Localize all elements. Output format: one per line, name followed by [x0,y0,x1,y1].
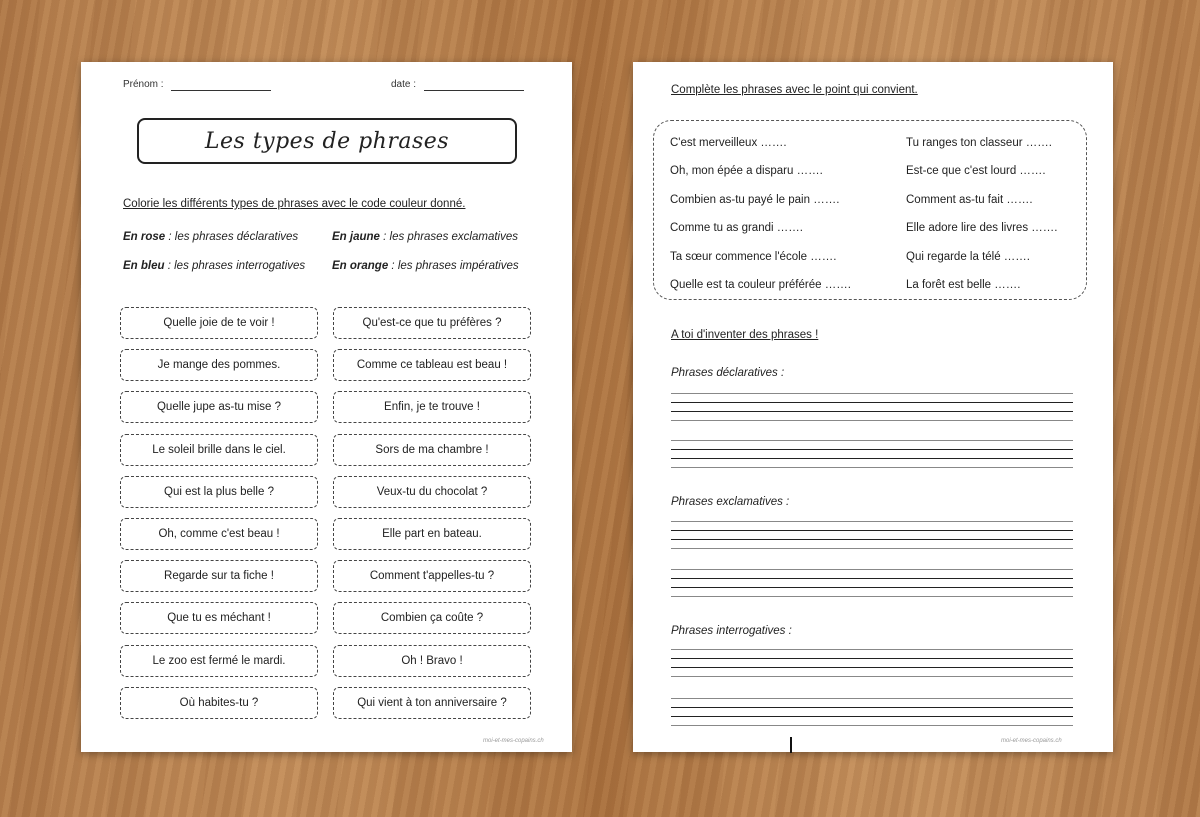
punctuation-sentence: La forêt est belle ……. [906,278,1021,291]
writing-lines[interactable] [671,440,1073,470]
page-title: Les types de phrases [204,128,450,154]
sentence-box[interactable]: Veux-tu du chocolat ? [333,476,531,508]
invent-title: A toi d'inventer des phrases ! [671,329,819,341]
punctuation-column-right [906,133,1057,303]
punctuation-sentence: Quelle est ta couleur préférée ……. [670,278,851,291]
sentence-box[interactable]: Comment t'appelles-tu ? [333,560,531,592]
sentence-box[interactable]: Où habites-tu ? [120,687,318,719]
color-code-key: En bleu [123,260,165,272]
date-label: date : [391,79,417,90]
color-code-blue [123,260,305,272]
punctuation-sentence: Comment as-tu fait ……. [906,193,1033,206]
punctuation-sentence: Comme tu as grandi ……. [670,222,803,235]
color-code-key: En orange [332,260,389,272]
color-code-pink [123,231,298,243]
color-instruction: Colorie les différents types de phrases avec le code couleur donné. [123,198,466,210]
sentence-box[interactable]: Regarde sur ta fiche ! [120,560,318,592]
section-label-declaratives: Phrases déclaratives : [671,367,785,379]
punctuation-sentence: Est-ce que c'est lourd ……. [906,165,1046,178]
color-code-value: : les phrases interrogatives [164,260,306,272]
color-code-value: : les phrases déclaratives [165,231,299,243]
sentence-column-left [120,307,318,729]
sentence-box[interactable]: Que tu es méchant ! [120,602,318,634]
sentence-box[interactable]: Je mange des pommes. [120,349,318,381]
punctuation-sentence: C'est merveilleux ……. [670,137,787,149]
worksheet-page-right [633,62,1113,752]
writing-lines[interactable] [671,521,1073,551]
punctuation-column-left [670,133,851,303]
punctuation-sentence: Combien as-tu payé le pain ……. [670,193,840,206]
sentence-box[interactable]: Enfin, je te trouve ! [333,391,531,423]
writing-lines[interactable] [671,393,1073,423]
punctuation-sentence: Oh, mon épée a disparu ……. [670,165,823,178]
prenom-field[interactable] [171,90,271,91]
watermark: moi-et-mes-copains.ch [483,738,544,744]
color-code-yellow [332,231,518,243]
writing-lines[interactable] [671,698,1073,728]
punctuation-sentence: Qui regarde la télé ……. [906,250,1031,263]
sentence-box[interactable]: Sors de ma chambre ! [333,434,531,466]
sentence-box[interactable]: Quelle jupe as-tu mise ? [120,391,318,423]
punctuation-sentence: Ta sœur commence l'école ……. [670,250,837,263]
title-box [137,118,517,164]
worksheet-page-left [81,62,572,752]
watermark: moi-et-mes-copains.ch [1001,738,1062,744]
writing-lines[interactable] [671,569,1073,599]
punctuation-instruction: Complète les phrases avec le point qui convient. [671,84,918,96]
prenom-label: Prénom : [123,79,164,90]
date-field[interactable] [424,90,524,91]
sentence-box[interactable]: Combien ça coûte ? [333,602,531,634]
sentence-box[interactable]: Elle part en bateau. [333,518,531,550]
color-code-value: : les phrases impératives [388,260,519,272]
sentence-box[interactable]: Comme ce tableau est beau ! [333,349,531,381]
text-cursor [790,737,792,753]
punctuation-exercise-box [653,120,1087,300]
punctuation-sentence: Tu ranges ton classeur ……. [906,137,1052,149]
sentence-box[interactable]: Le soleil brille dans le ciel. [120,434,318,466]
sentence-box[interactable]: Qu'est-ce que tu préfères ? [333,307,531,339]
sentence-column-right [333,307,531,729]
color-code-key: En rose [123,231,166,243]
color-code-orange [332,260,519,272]
sentence-box[interactable]: Qui est la plus belle ? [120,476,318,508]
sentence-box[interactable]: Quelle joie de te voir ! [120,307,318,339]
sentence-box[interactable]: Qui vient à ton anniversaire ? [333,687,531,719]
writing-lines[interactable] [671,649,1073,679]
section-label-exclamatives: Phrases exclamatives : [671,496,790,508]
sentence-box[interactable]: Oh ! Bravo ! [333,645,531,677]
color-code-value: : les phrases exclamatives [379,231,518,243]
sentence-box[interactable]: Le zoo est fermé le mardi. [120,645,318,677]
color-code-key: En jaune [332,231,380,243]
punctuation-sentence: Elle adore lire des livres ……. [906,222,1058,235]
section-label-interrogatives: Phrases interrogatives : [671,625,792,637]
sentence-box[interactable]: Oh, comme c'est beau ! [120,518,318,550]
